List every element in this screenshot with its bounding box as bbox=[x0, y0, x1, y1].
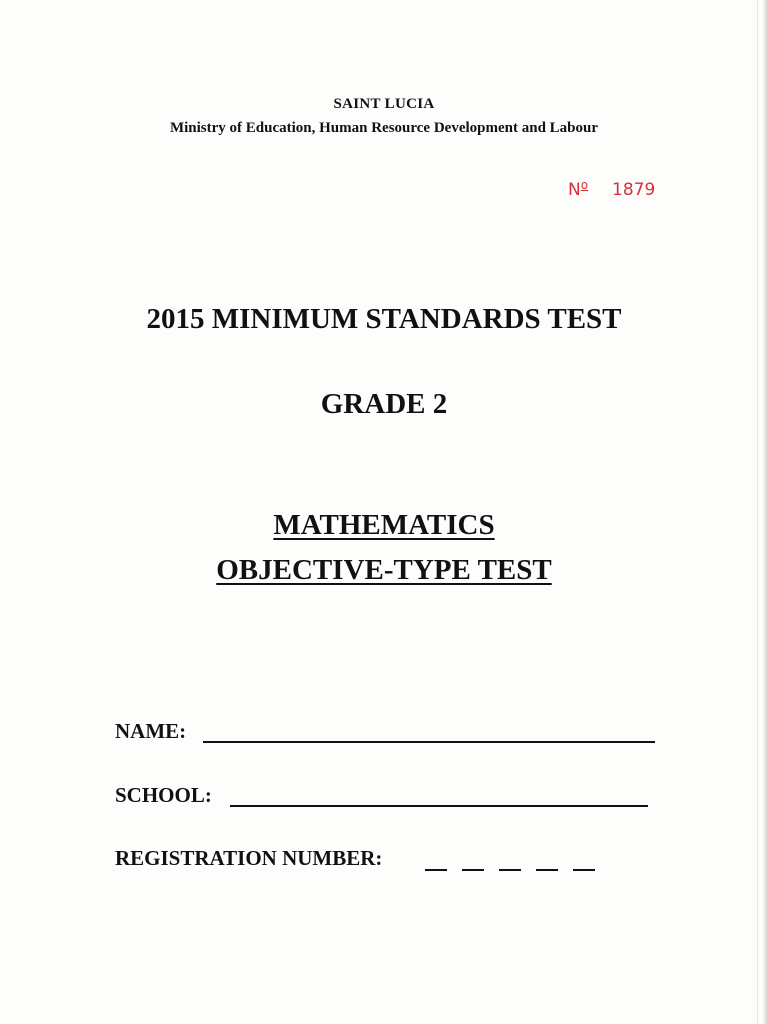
serial-label-sup: o bbox=[580, 178, 589, 192]
serial-number-label bbox=[568, 178, 612, 200]
registration-digit-blank[interactable] bbox=[425, 869, 447, 871]
country-heading: SAINT LUCIA bbox=[333, 96, 435, 112]
school-field-line[interactable] bbox=[230, 805, 648, 807]
subject-type-heading bbox=[0, 554, 768, 587]
grade-heading: GRADE 2 bbox=[320, 388, 448, 420]
subject-line-1: MATHEMATICS bbox=[273, 509, 495, 541]
name-label: NAME: bbox=[115, 719, 187, 743]
test-title: 2015 MINIMUM STANDARDS TEST bbox=[146, 303, 622, 335]
registration-digit-blank[interactable] bbox=[499, 869, 521, 871]
registration-digit-blank[interactable] bbox=[573, 869, 595, 871]
subject-line-2: OBJECTIVE-TYPE TEST bbox=[216, 554, 552, 586]
ministry-heading: Ministry of Education, Human Resource Development and Labour bbox=[169, 120, 599, 136]
serial-number-value: 1879 bbox=[612, 180, 656, 200]
subject-heading bbox=[0, 509, 768, 542]
registration-number-label: REGISTRATION NUMBER: bbox=[115, 846, 383, 870]
serial-label-main: N bbox=[568, 180, 581, 200]
registration-digit-blank[interactable] bbox=[536, 869, 558, 871]
name-field-line[interactable] bbox=[203, 741, 655, 743]
registration-digit-blank[interactable] bbox=[462, 869, 484, 871]
school-label: SCHOOL: bbox=[115, 783, 212, 807]
serial-number-stamp bbox=[568, 178, 655, 200]
